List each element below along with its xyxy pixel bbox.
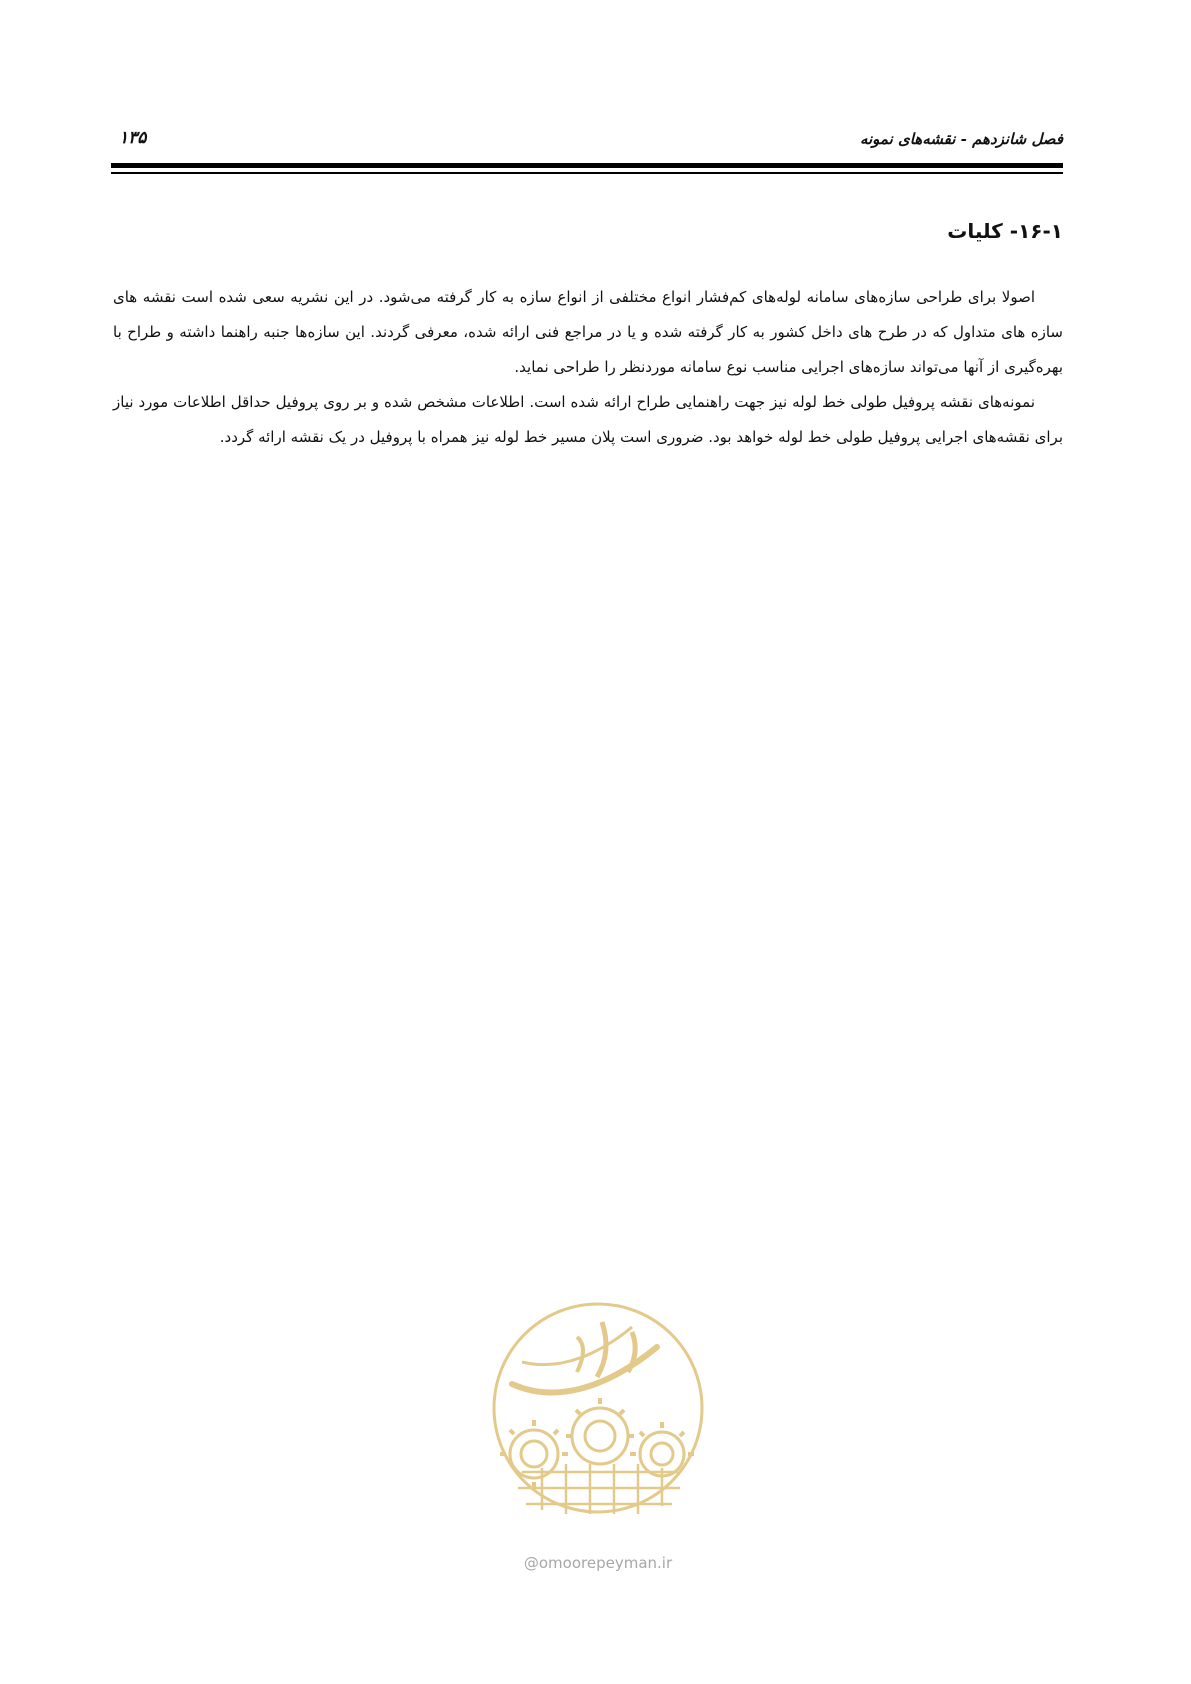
header-rule-thin	[111, 172, 1063, 174]
watermark	[482, 1292, 714, 1582]
page-header	[111, 122, 1063, 178]
watermark-url: @omoorepeyman.ir	[523, 1554, 673, 1572]
paragraph-1: اصولا برای طراحی سازه‌های سامانه لوله‌های کم‌فشار انواع مختلفی از انواع سازه به کار گرفته می‌شود. در این نشریه سعی شده است نقشه های سازه های متداول که در طرح های داخل کشور به کار گرفته شده و یا در مراجع فنی ارائه شده، معرفی گردند. این سازه‌ها جنبه راهنما داشته و طراح با بهره‌گیری از آنها می‌تواند سازه‌های اجرایی مناسب نوع سامانه موردنظر را طراحی نماید.	[113, 288, 1063, 376]
page-number: ۱۳۵	[119, 128, 147, 148]
section-heading: ۱۶-۱- کلیات	[947, 219, 1063, 243]
chapter-title: فصل شانزدهم - نقشه‌های نمونه	[859, 130, 1063, 148]
paragraph-2: نمونه‌های نقشه پروفیل طولی خط لوله نیز جهت راهنمایی طراح ارائه شده است. اطلاعات مشخص شده و بر روی پروفیل حداقل اطلاعات مورد نیاز برای نقشه‌های اجرایی پروفیل طولی خط لوله خواهد بود. ضروری است پلان مسیر خط لوله نیز همراه با پروفیل در یک نقشه ارائه گردد.	[113, 393, 1063, 446]
header-rule-thick	[111, 163, 1063, 168]
body-text	[113, 280, 1063, 455]
watermark-seal-icon	[482, 1292, 714, 1524]
